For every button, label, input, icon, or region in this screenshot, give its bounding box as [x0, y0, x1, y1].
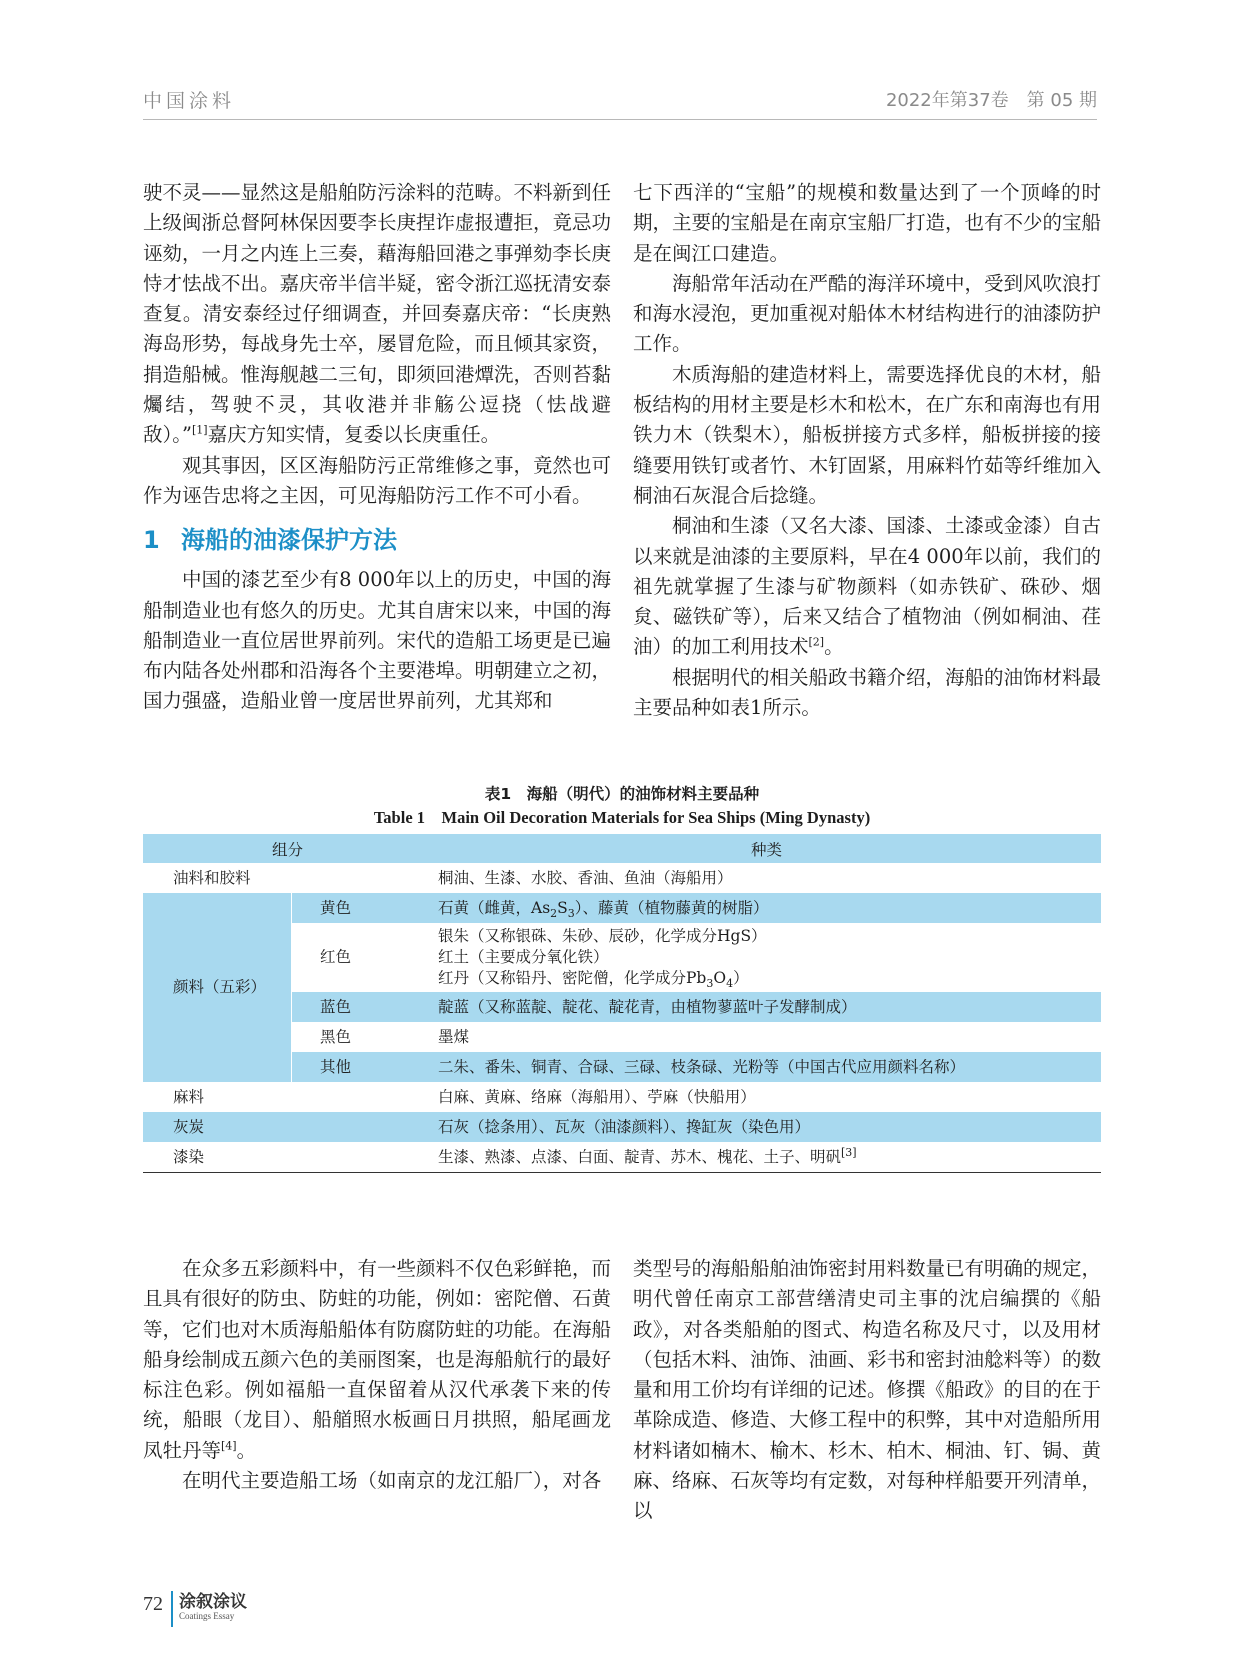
top-right-column	[633, 178, 1101, 723]
page-number: 72	[143, 1593, 163, 1615]
column-name-en: Coatings Essay	[179, 1611, 235, 1621]
bottom-left-column	[143, 1254, 611, 1496]
materials-table	[143, 782, 1101, 1173]
top-left-column	[143, 178, 611, 717]
table-header-row	[143, 834, 1101, 863]
table-row: 颜料（五彩） 黄色 石黄（雌黄，$As_2S_3$）、藤黄（植物藤黄的树脂）	[143, 893, 1101, 923]
bottom-right-column	[633, 1254, 1101, 1527]
citation[interactable]: [3]	[841, 1145, 857, 1159]
header-rule	[143, 119, 1097, 120]
citation[interactable]: [1]	[191, 423, 208, 437]
issue-info: 2022年第37卷 第 05 期	[885, 90, 1097, 111]
citation[interactable]: [2]	[808, 635, 825, 649]
table-caption-en: Table 1 Main Oil Decoration Materials for Sea Ships (Ming Dynasty)	[373, 808, 871, 827]
paragraph: 类型号的海船船舶油饰密封用料数量已有明确的规定，明代曾任南京工部营缮清史司主事的沈启编撰的《船政》，对各类船舶的图式、构造名称及尺寸，以及用材（包括木料、油饰、油画、彩书和密封油艌料等）的数量和用工价均有详细的记述。修撰《船政》的目的在于革除成造、修造、大修工程中的积弊，其中对造船所用材料诸如楠木、榆木、杉木、柏木、桐油、钉、锔、黄麻、络麻、石灰等均有定数，对每种样船要开列清单，以	[633, 1257, 1102, 1523]
section-heading	[143, 523, 611, 557]
table-row: 灰炭 石灰（捻条用）、瓦灰（油漆颜料）、搀缸灰（染色用）	[143, 1112, 1101, 1142]
table-caption-zh: 表1 海船（明代）的油饰材料主要品种	[484, 785, 760, 803]
column-name: 涂叙涂议	[179, 1592, 247, 1612]
paragraph: 中国的漆艺至少有8 000年以上的历史，中国的海船制造业也有悠久的历史。尤其自唐宋以来，中国的海船制造业一直位居世界前列。宋代的造船工场更是已遍布内陆各处州郡和沿海各个主要港埠。明朝建立之初，国力强盛，造船业曾一度居世界前列，尤其郑和	[143, 568, 612, 713]
page-header	[143, 86, 1097, 116]
citation[interactable]: [4]	[221, 1439, 237, 1453]
table-row: 漆染 生漆、熟漆、点漆、白面、靛青、苏木、槐花、土子、明矾[3]	[173, 1145, 857, 1166]
section-title: 海船的油漆保护方法	[181, 526, 397, 555]
column-header-group: 组分	[143, 834, 432, 863]
table-row: 蓝色 靛蓝（又称蓝靛、靛花、靛花青，由植物蓼蓝叶子发酵制成）	[143, 992, 1101, 1022]
table-row: 红色 银朱（又称银硃、朱砂、辰砂，化学成分HgS） 红土（主要成分氧化铁） 红丹（又称铅丹、密陀僧，化学成分$Pb_3O_4$）	[143, 923, 1101, 992]
table-row: 黑色 墨煤	[143, 1022, 1101, 1052]
table	[143, 834, 1101, 1173]
paragraph: 桐油和生漆（又名大漆、国漆、土漆或金漆）自古以来就是油漆的主要原料，早在4 000年以前，我们的祖先就掌握了生漆与矿物颜料（如赤铁矿、硃砂、烟炱、磁铁矿等），后来又结合了植物油（例如桐油、荏油）的加工利用技术[2]。	[633, 514, 1102, 659]
journal-name: 中国涂料	[143, 90, 236, 112]
table-row: 其他 二朱、番朱、铜青、合碌、三碌、枝条碌、光粉等（中国古代应用颜料名称）	[143, 1052, 1101, 1082]
paragraph: 在众多五彩颜料中，有一些颜料不仅色彩鲜艳，而且具有很好的防虫、防蛀的功能，例如：密陀僧、石黄等，它们也对木质海船船体有防腐防蛀的功能。在海船船身绘制成五颜六色的美丽图案，也是海船航行的最好标注色彩。例如福船一直保留着从汉代承袭下来的传统，船眼（龙目）、船艏照水板画日月拱照，船尾画龙凤牡丹等[4]。	[143, 1257, 612, 1462]
section-number: 1	[143, 526, 160, 555]
pigment-group-cell: 颜料（五彩）	[143, 893, 292, 1082]
column-header-variety: 种类	[432, 834, 1101, 863]
footer-divider	[171, 1591, 173, 1627]
paragraph: 根据明代的相关船政书籍介绍，海船的油饰材料最主要品种如表1所示。	[633, 665, 1102, 720]
table-row: 麻料 白麻、黄麻、络麻（海船用）、苧麻（快船用）	[173, 1087, 756, 1106]
paragraph: 木质海船的建造材料上，需要选择优良的木材，船板结构的用材主要是杉木和松木，在广东和南海也有用铁力木（铁梨木），船板拼接方式多样，船板拼接的接缝要用铁钉或者竹、木钉固紧，用麻料竹茹等纤维加入桐油石灰混合后捻缝。	[633, 362, 1102, 507]
paragraph: 驶不灵——显然这是船舶防污涂料的范畴。不料新到任上级闽浙总督阿林保因要李长庚捏诈虚报遭拒，竟忌功诬劾，一月之内连上三奏，藉海船回港之事弹劾李长庚恃才怯战不出。嘉庆帝半信半疑，密令浙江巡抚清安泰查复。清安泰经过仔细调查，并回奏嘉庆帝：“长庚熟海岛形势，每战身先士卒，屡冒危险，而且倾其家资，捐造船械。惟海舰越二三旬，即须回港燂洗，否则苔黏爥结，驾驶不灵，其收港并非觞公逗挠（怯战避敌）。”[1]嘉庆方知实情，复委以长庚重任。	[143, 181, 612, 447]
paragraph: 七下西洋的“宝船”的规模和数量达到了一个顶峰的时期，主要的宝船是在南京宝船厂打造，也有不少的宝船是在闽江口建造。	[633, 181, 1102, 265]
table-row: 油料和胶料 桐油、生漆、水胶、香油、鱼油（海船用）	[173, 868, 733, 887]
paragraph: 观其事因，区区海船防污正常维修之事，竟然也可作为诬告忠将之主因，可见海船防污工作不可小看。	[143, 453, 612, 507]
paragraph: 海船常年活动在严酷的海洋环境中，受到风吹浪打和海水浸泡，更加重视对船体木材结构进行的油漆防护工作。	[633, 271, 1102, 356]
paragraph: 在明代主要造船工场（如南京的龙江船厂），对各	[182, 1469, 602, 1493]
